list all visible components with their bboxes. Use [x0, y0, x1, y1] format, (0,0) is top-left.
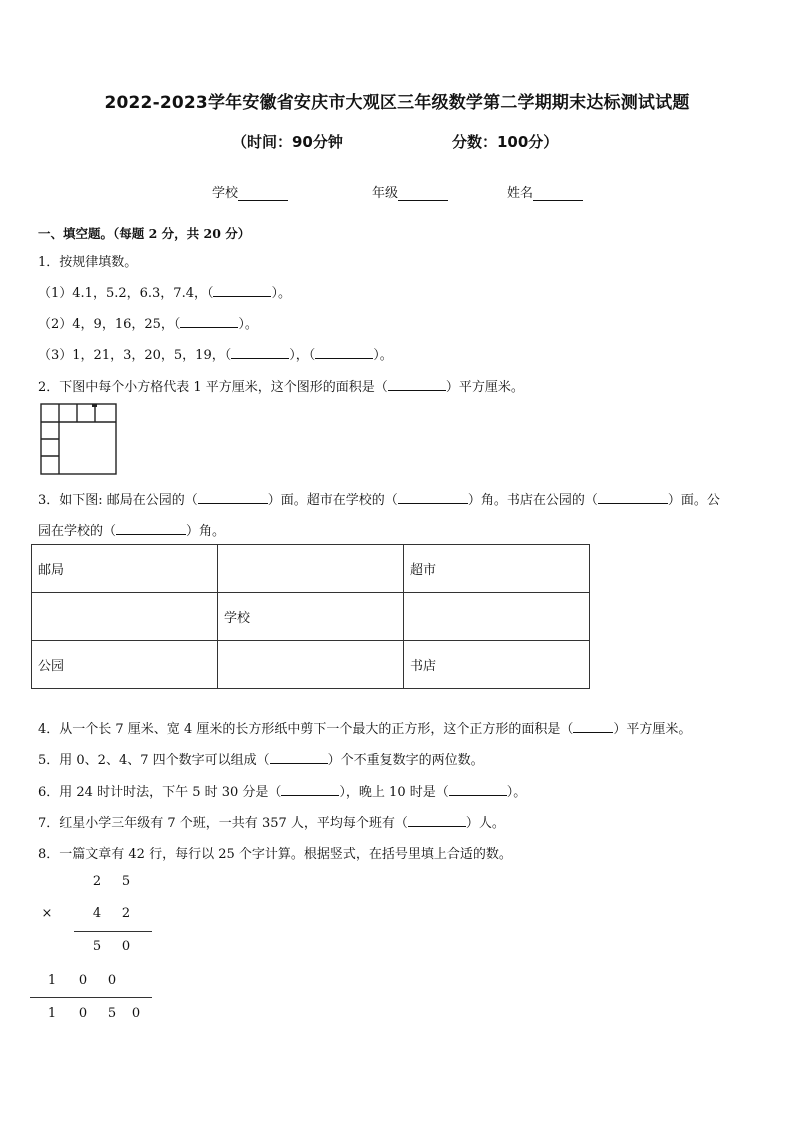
- name-label: 姓名: [507, 186, 534, 201]
- answer-blank[interactable]: [398, 491, 468, 504]
- cell-supermarket: 超市: [404, 545, 590, 593]
- digit: 0: [131, 1006, 141, 1021]
- cell-post-office: 邮局: [32, 545, 218, 593]
- q3-line1: 3．如下图: 邮局在公园的（ ）面。超市在学校的（ ）角。书店在公园的（ ）面。公: [38, 493, 720, 508]
- q1-stem: 1．按规律填数。: [38, 255, 138, 270]
- cell-park: 公园: [32, 641, 218, 689]
- answer-blank[interactable]: [270, 751, 328, 764]
- digit: 0: [121, 939, 131, 954]
- area-grid-figure: [39, 402, 119, 476]
- exam-score: 分数：100分）: [452, 133, 559, 151]
- q1-part2: （2）4，9，16，25，（ ）。: [38, 317, 258, 332]
- answer-blank[interactable]: [449, 783, 507, 796]
- cell-empty: [218, 641, 404, 689]
- digit: 5: [121, 874, 131, 889]
- answer-blank[interactable]: [231, 346, 289, 359]
- answer-blank[interactable]: [598, 491, 668, 504]
- school-blank[interactable]: [238, 186, 288, 201]
- cell-empty: [404, 593, 590, 641]
- digit: 1: [47, 1006, 57, 1021]
- grade-field: [372, 182, 448, 201]
- q7-text: 7．红星小学三年级有 7 个班，一共有 357 人，平均每个班有（ ）人。: [38, 816, 505, 831]
- q2-text: 2．下图中每个小方格代表 1 平方厘米，这个图形的面积是（ ）平方厘米。: [38, 380, 524, 395]
- digit: 1: [47, 973, 57, 988]
- result-line: [30, 997, 152, 998]
- answer-blank[interactable]: [180, 315, 238, 328]
- name-field: [507, 182, 583, 201]
- answer-blank[interactable]: [116, 522, 186, 535]
- q8-stem: 8．一篇文章有 42 行，每行以 25 个字计算。根据竖式，在括号里填上合适的数。: [38, 847, 512, 862]
- answer-blank[interactable]: [573, 720, 613, 733]
- section-heading: 一、填空题。（每题 2 分，共 20 分）: [38, 226, 251, 241]
- digit: 4: [92, 906, 102, 921]
- location-table: [31, 544, 590, 689]
- digit: 0: [78, 973, 88, 988]
- cell-empty: [218, 545, 404, 593]
- digit: 0: [78, 1006, 88, 1021]
- q6-text: 6．用 24 时计时法，下午 5 时 30 分是（ ），晚上 10 时是（ ）。: [38, 785, 527, 800]
- answer-blank[interactable]: [315, 346, 373, 359]
- grade-label: 年级: [372, 186, 399, 201]
- answer-blank[interactable]: [281, 783, 339, 796]
- multiply-sign: ×: [41, 906, 53, 921]
- answer-blank[interactable]: [388, 378, 446, 391]
- digit: 5: [107, 1006, 117, 1021]
- digit: 2: [92, 874, 102, 889]
- page-title: 2022-2023学年安徽省安庆市大观区三年级数学第二学期期末达标测试试题: [104, 93, 690, 113]
- q4-text: 4．从一个长 7 厘米、宽 4 厘米的长方形纸中剪下一个最大的正方形，这个正方形的面积是（ ）平方厘米。: [38, 722, 692, 737]
- school-label: 学校: [212, 186, 239, 201]
- answer-blank[interactable]: [198, 491, 268, 504]
- q5-text: 5．用 0、2、4、7 四个数字可以组成（ ）个不重复数字的两位数。: [38, 753, 484, 768]
- digit: 2: [121, 906, 131, 921]
- cell-school: 学校: [218, 593, 404, 641]
- result-line: [74, 931, 152, 932]
- answer-blank[interactable]: [408, 814, 466, 827]
- digit: 5: [92, 939, 102, 954]
- q1-part3: （3）1，21，3，20，5，19，（ ），（ ）。: [38, 348, 393, 363]
- name-blank[interactable]: [533, 186, 583, 201]
- exam-time: （时间：90分钟: [232, 133, 343, 151]
- q3-line2: 园在学校的（ ）角。: [38, 524, 226, 539]
- answer-blank[interactable]: [213, 284, 271, 297]
- school-field: [212, 182, 288, 201]
- grade-blank[interactable]: [398, 186, 448, 201]
- cell-bookstore: 书店: [404, 641, 590, 689]
- cell-empty: [32, 593, 218, 641]
- q1-part1: （1）4.1，5.2，6.3，7.4，（ ）。: [38, 286, 291, 301]
- digit: 0: [107, 973, 117, 988]
